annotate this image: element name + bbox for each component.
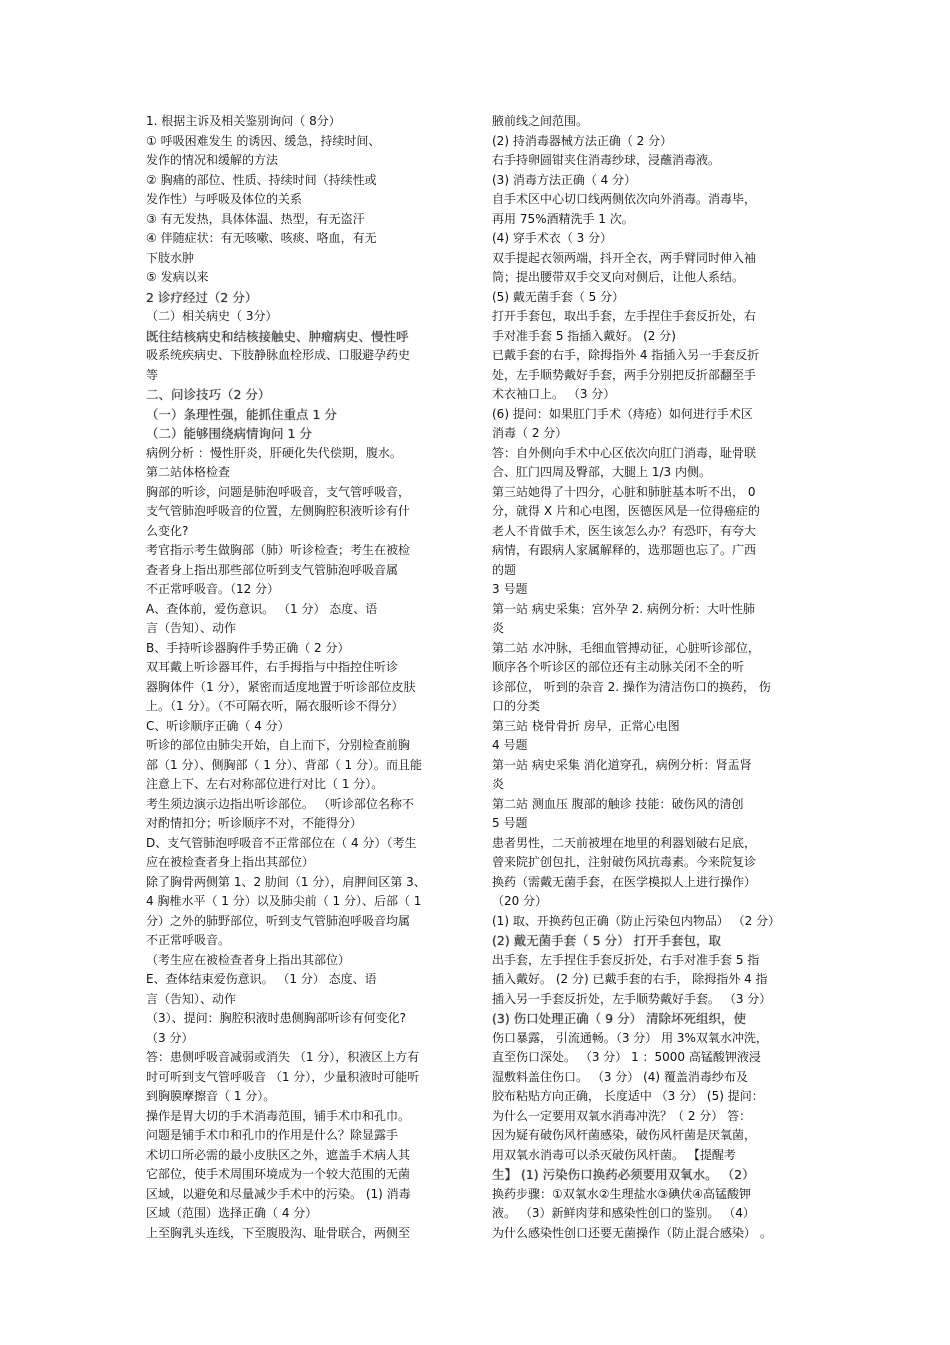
text-line: 分）之外的肺野部位，听到支气管肺泡呼吸音均属 (146, 913, 411, 928)
text-line: 打开手套包，取出手套，左手捏住手套反折处，右 (492, 309, 757, 323)
text-line: 患者男性，二天前被埋在地里的利器划破右足底， (492, 835, 757, 850)
text-line: 5 号题 (492, 816, 528, 830)
text-line: (5) 戴无菌手套（ 5 分） (492, 289, 625, 304)
text-line: 3 号题 (492, 582, 528, 596)
text-line: 手对准手套 5 指插入戴好。 (2 分) (492, 328, 676, 343)
text-line: 处，左手顺势戴好手套，两手分别把反折部翻至手 (492, 367, 757, 382)
text-line: 第二站体格检查 (146, 465, 231, 479)
text-line: 第三站 桡骨骨折 房早，正常心电图 (492, 718, 680, 733)
text-line: A、查体前，爱伤意识。 （1 分） 态度、语 (146, 601, 378, 616)
text-line: 伤口暴露， 引流通畅。（3 分） 用 3%双氧水冲洗， (492, 1030, 768, 1045)
text-line: 已戴手套的右手，除拇指外 4 指插入另一手套反折 (492, 348, 760, 362)
text-line: （一）条理性强，能抓住重点 1 分 (146, 406, 337, 422)
text-line: （3）、提问：胸腔积液时患侧胸部听诊有何变化? (146, 1011, 407, 1025)
text-line: 言（告知）、动作 (146, 621, 237, 635)
text-line: 自手术区中心切口线两侧依次向外消毒。消毒毕， (492, 192, 757, 206)
text-line: 直至伤口深处。 （3 分） 1 ：5000 高锰酸钾液浸 (492, 1050, 761, 1064)
text-line: B、手持听诊器胸件手势正确（ 2 分） (146, 640, 350, 655)
text-line: 胸部的听诊，问题是肺泡呼吸音，支气管呼吸音， (146, 484, 411, 499)
text-line: 等 (146, 367, 159, 382)
text-line: 不正常呼吸音。（12 分） (146, 582, 280, 596)
text-line: (2) 持消毒器械方法正确（ 2 分） (492, 133, 673, 148)
text-line: 再用 75%酒精洗手 1 次。 (492, 211, 634, 226)
text-line: 的题 (492, 562, 517, 577)
text-line: (1) 取、开换药包正确（防止污染包内物品） （2 分） (492, 913, 781, 928)
text-line: 4 胸椎水平（ 1 分）以及肺尖前（ 1 分）、后部（ 1 (146, 894, 422, 908)
text-line: 1. 根据主诉及相关鉴别询问（ 8分） (146, 114, 341, 128)
text-line: 应在被检查者身上指出其部位） (146, 855, 315, 869)
text-line: 注意上下、左右对称部位进行对比（ 1 分）。 (146, 777, 384, 791)
text-line: 么变化? (146, 523, 189, 538)
text-line: 为什么感染性创口还要无菌操作（防止混合感染） 。 (492, 1225, 772, 1240)
text-line: 4 号题 (492, 738, 528, 752)
text-line: 病例分析 ：慢性肝炎，肝硬化失代偿期，腹水。 (146, 445, 402, 460)
text-line: 消毒（ 2 分） (492, 426, 568, 440)
text-line: 考生须边演示边指出听诊部位。 （听诊部位名称不 (146, 796, 414, 811)
text-line: 诊部位， 听到的杂音 2. 操作为清洁伤口的换药， 伤 (492, 679, 771, 694)
text-line: （20 分） (492, 894, 548, 908)
text-line: 顺序各个听诊区的部位还有主动脉关闭不全的听 (492, 660, 745, 674)
text-line: 发作的情况和缓解的方法 (146, 153, 279, 167)
text-line: 2 诊疗经过（2 分） (146, 289, 258, 305)
text-line: 术衣袖口上。 （3 分） (492, 387, 616, 401)
text-line: ① 呼吸困难发生 的诱因、缓急，持续时间、 (146, 133, 381, 148)
left-column (146, 112, 460, 1243)
text-line: 区域，以避免和尽量减少手术中的污染。 (1) 消毒 (146, 1186, 411, 1201)
text-line: 第三站她得了十四分，心脏和肺脏基本听不出， 0 (492, 484, 756, 499)
text-line: (2) 戴无菌手套（ 5 分） 打开手套包，取 (492, 933, 722, 948)
text-line: 时可听到支气管呼吸音 （1 分），少量积液时可能听 (146, 1069, 420, 1084)
right-column (492, 112, 814, 1243)
text-line: ④ 伴随症状：有无咳嗽、咳痰、咯血，有无 (146, 231, 377, 245)
text-line: 答：自外侧向手术中心区依次向肛门消毒，耻骨联 (492, 445, 757, 460)
text-line: 术切口所必需的最小皮肤区之外，遮盖手术病人其 (146, 1147, 411, 1162)
text-line: 发作性）与呼吸及体位的关系 (146, 192, 303, 206)
text-line: 考官指示考生做胸部（肺）听诊检查；考生在被检 (146, 543, 411, 557)
text-line: 第二站 测血压 腹部的触诊 技能：破伤风的清创 (492, 796, 744, 811)
text-line: 上至胸乳头连线，下至腹股沟、耻骨联合，两侧至 (146, 1225, 411, 1240)
text-line: 分，就得 X 片和心电图，医德医风是一位得癌症的 (492, 504, 760, 518)
text-line: 曾来院扩创包扎，注射破伤风抗毒素。今来院复诊 (492, 855, 757, 869)
text-line: 言（告知）、动作 (146, 991, 237, 1006)
text-line: 查者身上指出那些部位听到支气管肺泡呼吸音属 (146, 562, 399, 577)
text-line: 答：患侧呼吸音减弱或消失 （1 分），积液区上方有 (146, 1050, 420, 1064)
text-line: ③ 有无发热，具体体温、热型，有无盗汗 (146, 211, 365, 226)
text-line: 生】 (1) 污染伤口换药必须要用双氧水。 （2） (492, 1167, 755, 1182)
text-line: 用双氧水消毒可以杀灭破伤风杆菌。 【提醒考 (492, 1147, 736, 1162)
text-line: 筒；提出腰带双手交叉向对侧后，让他人系结。 (492, 270, 745, 284)
text-line: 既往结核病史和结核接触史、肿瘤病史、慢性呼 (146, 328, 409, 344)
text-line: 换药（需戴无菌手套，在医学模拟人上进行操作） (492, 874, 757, 889)
text-line: 液。 （3）新鲜肉芽和感染性创口的鉴别。 （4） (492, 1206, 755, 1220)
text-line: 不正常呼吸音。 (146, 933, 231, 947)
text-line: （二）相关病史（ 3分） (146, 309, 278, 323)
text-line: 炎 (492, 621, 505, 635)
text-line: (4) 穿手术衣（ 3 分） (492, 231, 613, 245)
text-line: （考生应在被检查者身上指出其部位） (146, 952, 351, 967)
text-line: 问题是铺手术巾和孔巾的作用是什么？除显露手 (146, 1128, 399, 1142)
text-line: （3 分） (146, 1030, 194, 1045)
text-line: 口的分类 (492, 699, 541, 713)
text-line: ② 胸痛的部位、性质、持续时间（持续性或 (146, 172, 377, 187)
text-line: 老人不肯做手术，医生该怎么办？有恐吓，有夸大 (492, 523, 757, 538)
text-line: 二、问诊技巧（2 分） (146, 387, 271, 402)
text-line: 除了胸骨两侧第 1、2 肋间（1 分），肩胛间区第 3、 (146, 874, 426, 889)
text-line: D、支气管肺泡呼吸音不正常部位在（ 4 分）（考生 (146, 835, 417, 850)
text-line: 炎 (492, 777, 505, 791)
text-line: 出手套，左手捏住手套反折处，右手对准手套 5 指 (492, 952, 760, 967)
text-line: (3) 消毒方法正确（ 4 分） (492, 172, 637, 187)
text-line: （二）能够围绕病情询问 1 分 (146, 426, 312, 441)
text-line: 腋前线之间范围。 (492, 114, 589, 128)
text-line: 听诊的部位由肺尖开始，自上而下，分别检查前胸 (146, 738, 411, 752)
text-line: 双耳戴上听诊器耳件，右手拇指与中指控住听诊 (146, 660, 399, 674)
text-line: ⑤ 发病以来 (146, 270, 209, 284)
text-line: C、听诊顺序正确（ 4 分） (146, 718, 290, 733)
text-line: 它部位，使手术周围环境成为一个较大范围的无菌 (146, 1167, 411, 1181)
text-line: 部（1 分）、侧胸部（ 1 分）、背部（ 1 分）。而且能 (146, 757, 422, 772)
text-line: 双手提起衣领两端，抖开全衣，两手臂同时伸入袖 (492, 250, 757, 265)
text-line: 上。（1 分）。（不可隔衣听，隔衣服听诊不得分） (146, 699, 404, 713)
text-line: 为什么一定要用双氧水消毒冲洗？（ 2 分） 答： (492, 1108, 752, 1123)
text-line: 插入戴好。 (2 分) 已戴手套的右手， 除拇指外 4 指 (492, 972, 768, 986)
text-line: 插入另一手套反折处，左手顺势戴好手套。 （3 分） (492, 991, 772, 1006)
text-line: 器胸体件（1 分），紧密而适度地置于听诊部位皮肤 (146, 679, 416, 694)
text-line: 吸系统疾病史、下肢静脉血栓形成、口服避孕药史 (146, 348, 411, 362)
text-line: 到胸膜摩擦音（ 1 分）。 (146, 1089, 276, 1103)
text-line: 病情，有跟病人家属解释的，选那题也忘了。广西 (492, 543, 757, 557)
text-line: 合、肛门四周及臀部，大腿上 1/3 内侧。 (492, 465, 711, 479)
text-line: 操作是胃大切的手术消毒范围，铺手术巾和孔巾。 (146, 1108, 411, 1123)
text-line: 支气管肺泡呼吸音的位置，左侧胸腔积液听诊有什 (146, 504, 411, 518)
text-line: 右手持卵圆钳夹住消毒纱球，浸蘸消毒液。 (492, 153, 721, 167)
text-line: 对酌情扣分；听诊顺序不对，不能得分） (146, 816, 363, 830)
text-line: 下肢水肿 (146, 250, 195, 265)
text-line: 第一站 病史采集 消化道穿孔，病例分析：肾盂肾 (492, 757, 752, 772)
text-line: 胶布粘贴方向正确， 长度适中 （3 分） (5) 提问： (492, 1089, 764, 1103)
text-line: 湿敷料盖住伤口。 （3 分） (4) 覆盖消毒纱布及 (492, 1069, 748, 1084)
text-line: E、查体结束爱伤意识。 （1 分） 态度、语 (146, 972, 377, 986)
text-line: 第二站 水冲脉，毛细血管搏动征，心脏听诊部位， (492, 640, 760, 655)
text-line: (3) 伤口处理正确（ 9 分） 清除坏死组织，使 (492, 1011, 747, 1026)
text-line: 换药步骤：①双氧水②生理盐水③碘伏④高锰酸钾 (492, 1186, 752, 1201)
text-line: (6) 提问：如果肛门手术（痔疮）如何进行手术区 (492, 406, 753, 421)
text-line: 第一站 病史采集：宫外孕 2. 病例分析：大叶性肺 (492, 601, 755, 616)
text-line: 因为疑有破伤风杆菌感染，破伤风杆菌是厌氧菌， (492, 1128, 757, 1142)
text-line: 区域（范围）选择正确（ 4 分） (146, 1206, 318, 1220)
